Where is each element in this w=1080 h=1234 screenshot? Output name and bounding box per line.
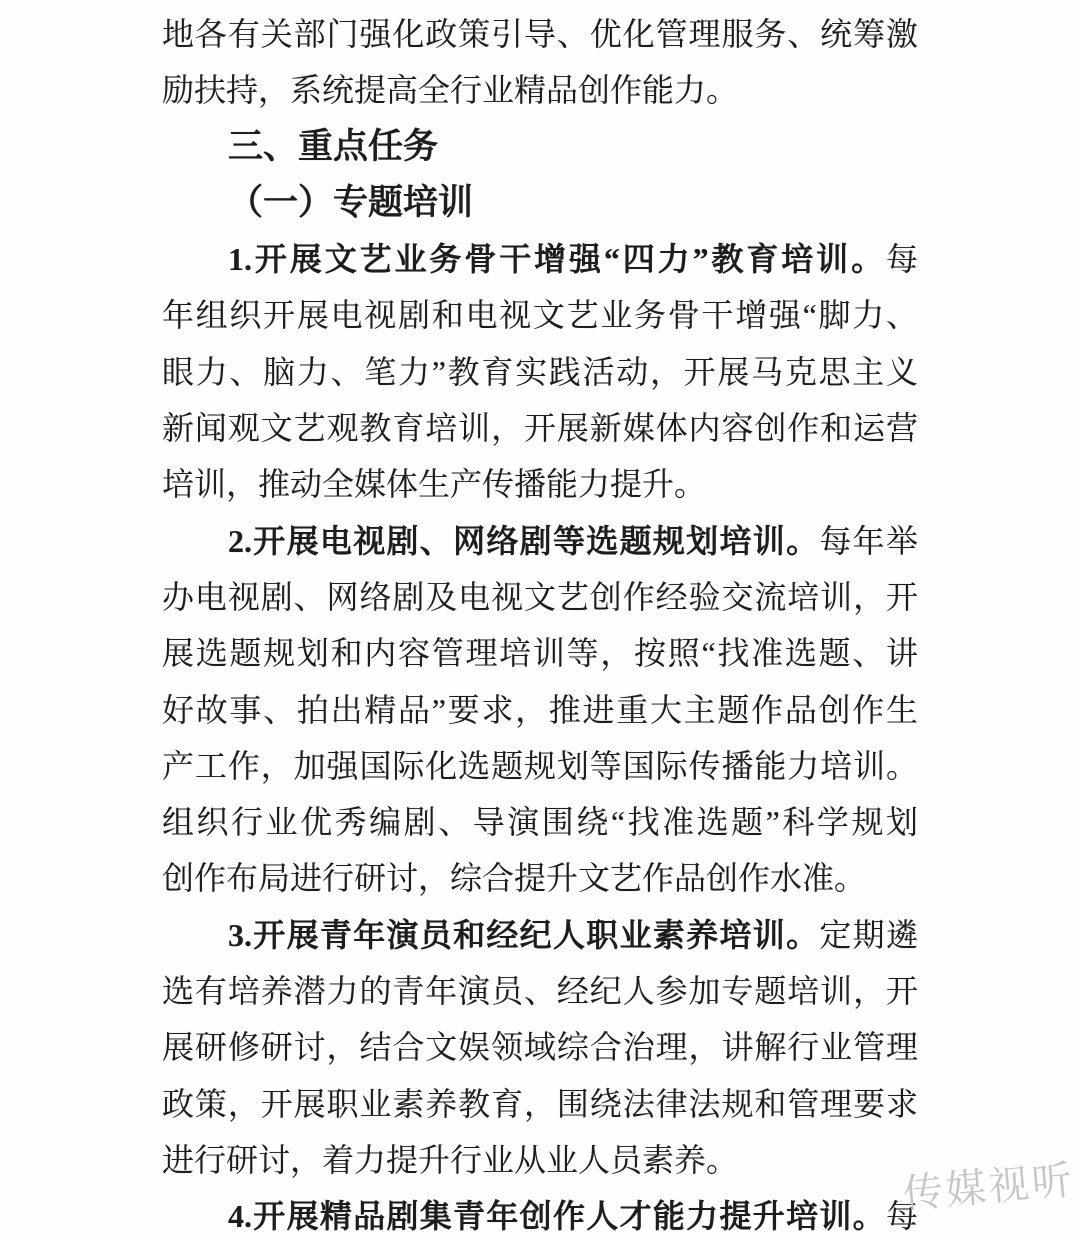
text-line [162, 625, 918, 681]
text-line [162, 1132, 918, 1188]
text-segment: 定期遴 [819, 916, 918, 953]
bold-text-segment: 1.开展文艺业务骨干增强“四力”教育培训。 [228, 241, 886, 278]
text-line [162, 907, 918, 963]
bold-text-segment: 三、重点任务 [228, 126, 439, 166]
text-line [162, 287, 918, 343]
text-line [162, 850, 918, 906]
text-line [162, 456, 918, 512]
text-segment: 选有培养潜力的青年演员、经纪人参加专题培训，开 [162, 973, 918, 1010]
text-line [162, 513, 918, 569]
text-segment: 每 [885, 1198, 918, 1234]
document-body [162, 6, 918, 1234]
text-segment: 展选题规划和内容管理培训等，按照“找准选题、讲 [162, 635, 918, 672]
text-line [162, 963, 918, 1019]
text-line [162, 738, 918, 794]
text-segment: 创作布局进行研讨，综合提升文艺作品创作水准。 [162, 860, 867, 897]
text-line [162, 569, 918, 625]
text-segment: 地各有关部门强化政策引导、优化管理服务、统筹激 [162, 16, 918, 52]
heading-line [162, 175, 918, 231]
bold-text-segment: 4.开展精品剧集青年创作人才能力提升培训。 [228, 1198, 886, 1234]
text-line [162, 682, 918, 738]
text-line [162, 794, 918, 850]
bold-text-segment: （一）专题培训 [228, 182, 474, 222]
text-segment: 进行研讨，着力提升行业从业人员素养。 [162, 1141, 739, 1178]
text-segment: 展研修研讨，结合文娱领域综合治理，讲解行业管理 [162, 1029, 918, 1066]
text-line [162, 400, 918, 456]
text-line [162, 1076, 918, 1132]
text-segment: 办电视剧、网络剧及电视文艺创作经验交流培训，开 [162, 578, 918, 615]
text-line [162, 1188, 918, 1234]
text-line [162, 1019, 918, 1075]
bold-text-segment: 3.开展青年演员和经纪人职业素养培训。 [228, 916, 820, 953]
bold-text-segment: 2.开展电视剧、网络剧等选题规划培训。 [228, 522, 820, 559]
watermark: 传媒视听 [901, 1157, 1077, 1217]
text-segment: 每年举 [819, 522, 918, 559]
text-segment: 眼力、脑力、笔力”教育实践活动，开展马克思主义 [162, 353, 918, 390]
text-segment: 培训，推动全媒体生产传播能力提升。 [162, 466, 707, 503]
text-segment: 励扶持，系统提高全行业精品创作能力。 [162, 72, 739, 109]
text-segment: 政策，开展职业素养教育，围绕法律法规和管理要求 [162, 1085, 918, 1122]
text-line [162, 231, 918, 287]
text-segment: 好故事、拍出精品”要求，推进重大主题作品创作生 [162, 691, 918, 728]
text-segment: 年组织开展电视剧和电视文艺业务骨干增强“脚力、 [162, 297, 918, 334]
text-line [162, 62, 918, 118]
text-segment: 每 [885, 241, 918, 278]
heading-line [162, 119, 918, 175]
text-segment: 产工作，加强国际化选题规划等国际传播能力培训。 [162, 747, 918, 784]
text-segment: 组织行业优秀编剧、导演围绕“找准选题”科学规划 [162, 804, 918, 841]
text-line [162, 6, 918, 62]
text-segment: 新闻观文艺观教育培训，开展新媒体内容创作和运营 [162, 410, 918, 447]
text-line [162, 344, 918, 400]
